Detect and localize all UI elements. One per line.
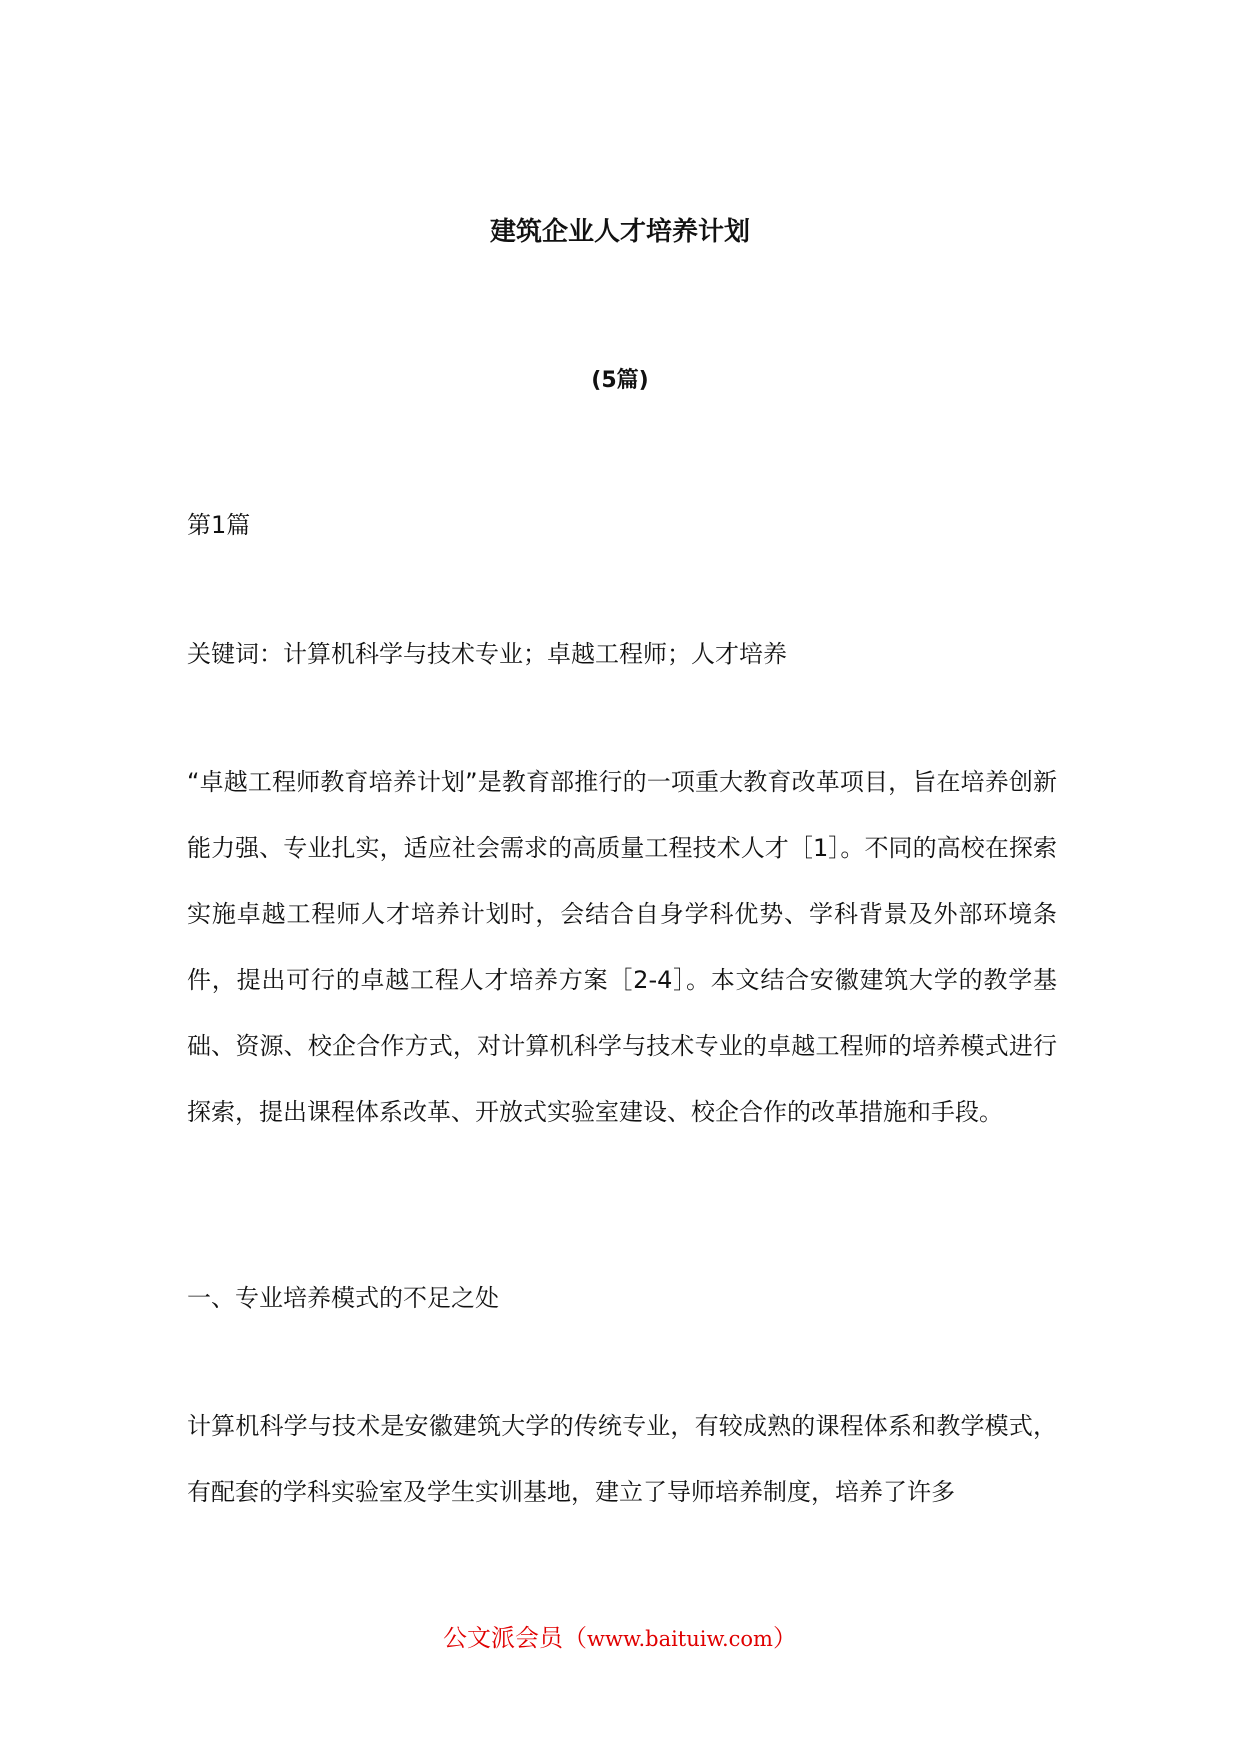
footer-brand: 公文派会员（ xyxy=(443,1624,588,1652)
paragraph-body-text: 计算机科学与技术是安徽建筑大学的传统专业，有较成熟的课程体系和教学模式，有配套的学科实验室及学生实训基地，建立了导师培养制度，培养了许多 xyxy=(187,1412,1057,1506)
paragraph-intro-text: “卓越工程师教育培养计划”是教育部推行的一项重大教育改革项目，旨在培养创新能力强、专业扎实，适应社会需求的高质量工程技术人才［1］。不同的高校在探索实施卓越工程师人才培养计划时，会结合自身学科优势、学科背景及外部环境条件，提出可行的卓越工程人才培养方案［2-4］。本文结合安徽建筑大学的教学基础、资源、校企合作方式，对计算机科学与技术专业的卓越工程师的培养模式进行探索，提出课程体系改革、开放式实验室建设、校企合作的改革措施和手段。 xyxy=(187,768,1057,1126)
footer-url[interactable]: www.baituiw.com xyxy=(587,1627,773,1651)
footer-watermark xyxy=(0,1620,1240,1657)
keywords-block xyxy=(187,621,1057,687)
section-label-text: 第1篇 xyxy=(187,511,251,539)
footer-close: ） xyxy=(772,1624,797,1652)
section-heading xyxy=(187,1265,1057,1331)
section-label xyxy=(187,492,1057,558)
section-heading-text: 一、专业培养模式的不足之处 xyxy=(187,1284,499,1312)
document-title: 建筑企业人才培养计划 xyxy=(489,217,750,247)
paragraph-body xyxy=(187,1393,1057,1525)
paragraph-intro xyxy=(187,749,1057,1145)
document-subtitle: (5篇) xyxy=(591,368,649,393)
keywords-text: 关键词：计算机科学与技术专业；卓越工程师；人才培养 xyxy=(187,640,787,668)
